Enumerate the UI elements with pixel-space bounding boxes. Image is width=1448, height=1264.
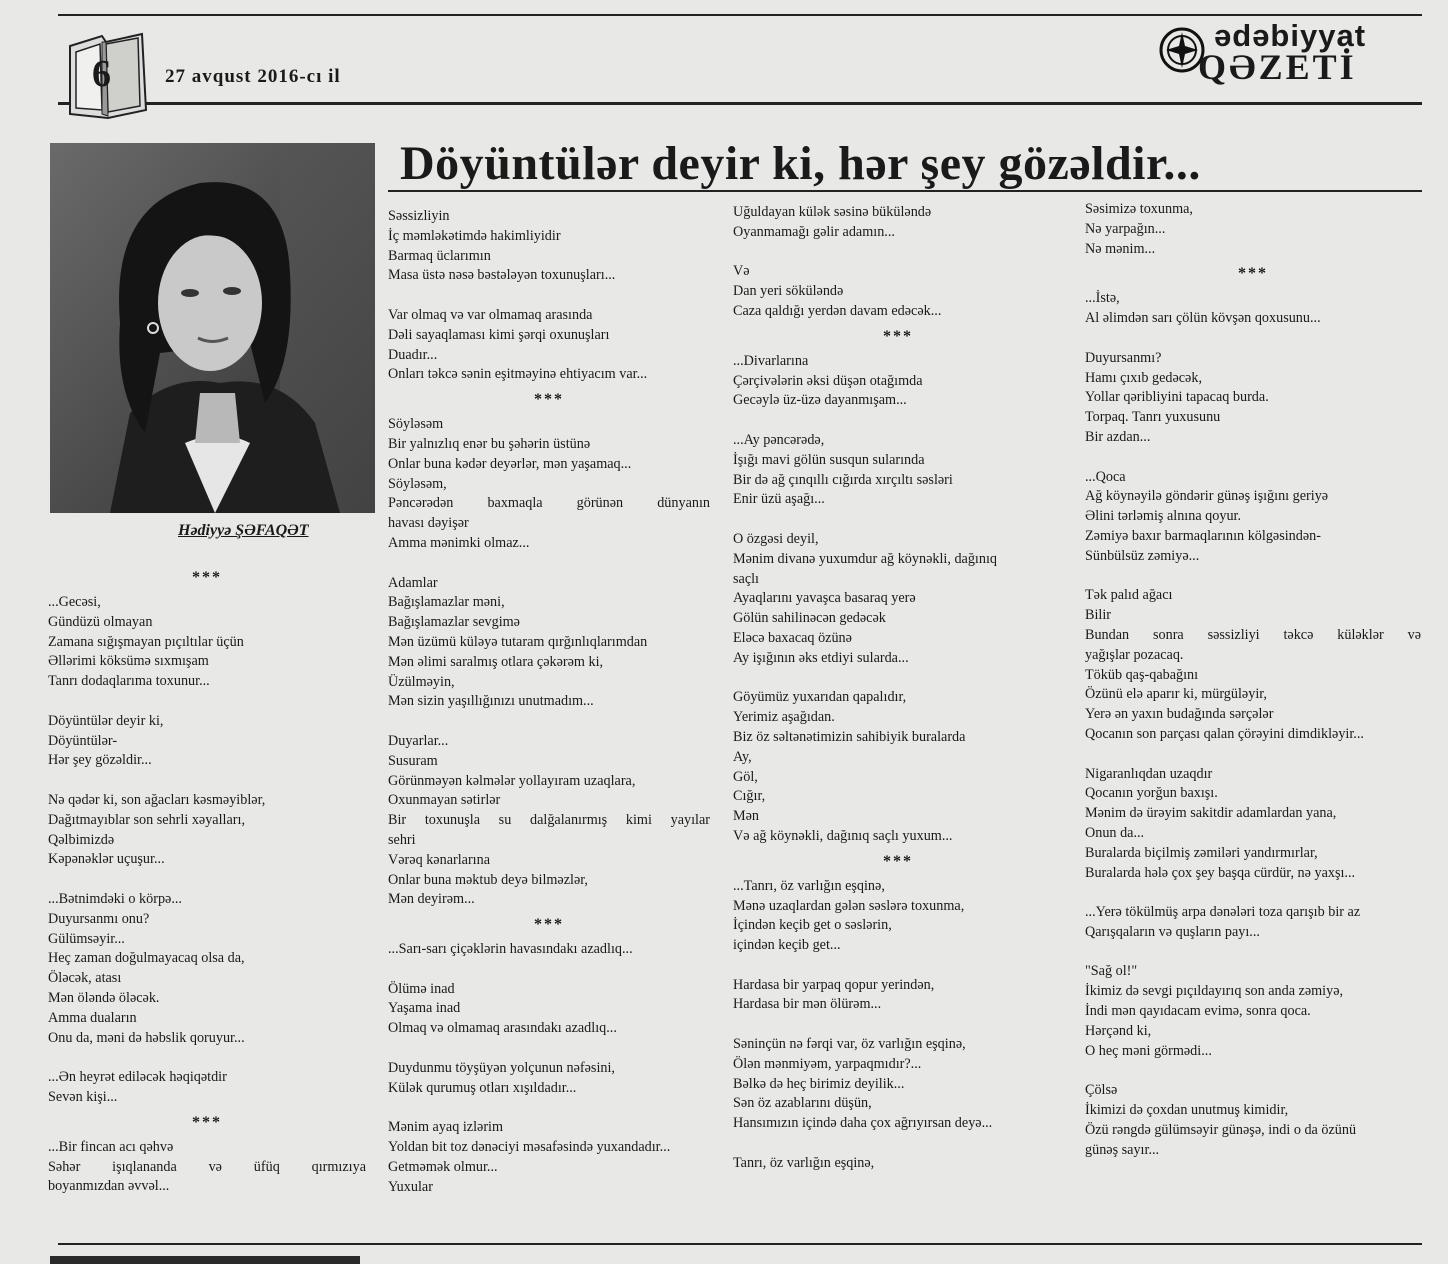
poem-line: Masa üstə nəsə bəstələyən toxunuşları... — [388, 267, 616, 284]
stanza-gap — [1085, 1061, 1421, 1081]
poem-line: Səsimizə toxunma, — [1085, 201, 1193, 217]
poem-line: Sünbülsüz zəmiyə... — [1085, 547, 1200, 564]
poem-line: Qarışqaların və quşların payı... — [1085, 923, 1260, 940]
poem-line: Gecəylə üz-üzə dayanmışam... — [733, 392, 907, 409]
text-column-4 — [1085, 200, 1421, 1160]
poem-line: Dan yeri sökülәndə — [733, 283, 844, 300]
poem-line: Yerə ən yaxın budağında sərçələr — [1085, 706, 1274, 723]
poem-line: Mən — [733, 808, 760, 825]
poem-line: ...Gecəsi, — [48, 594, 101, 610]
poem-line: Qocanın son parçası qalan çörəyini dimdikləyir... — [1085, 725, 1364, 742]
poem-line: Sən öz azablarını düşün, — [733, 1095, 872, 1112]
poem-line: Biz öz səltənətimizin sahibiyik buralarda — [733, 728, 966, 745]
poem-line: Caza qaldığı yerdən davam edəcək... — [733, 302, 942, 319]
poem-line: Onun da... — [1085, 824, 1145, 841]
poem-line: Mənə uzaqlardan gələn səslərə toxunma, — [733, 897, 965, 914]
poem-line: Hansımızın içində daha çox ağrıyırsan deyə... — [733, 1115, 993, 1132]
poem-line: Pəncərədən baxmaqla görünən dünyanın — [388, 495, 710, 512]
poem-line: Özünü elə aparır ki, mürgüləyir, — [1085, 686, 1267, 703]
poem-line: Söyləsəm, — [388, 475, 447, 492]
poem-line: ...Yerə tökülmüş arpa dənələri toza qarışıb bir az — [1085, 904, 1361, 921]
poem-line: saçlı — [733, 570, 759, 587]
poem-line: Oxunmayan sətirlər — [388, 792, 501, 809]
poem-line: Al əlimdən sarı çölün kövşən qoxusunu... — [1085, 310, 1321, 327]
poem-line: Sevən kişi... — [48, 1088, 118, 1105]
poem-line: Mən sizin yaşıllığınızı unutmadım... — [388, 693, 594, 710]
poem-line: Bundan sonra səssizliyi təkcə küləklər və — [1085, 626, 1421, 643]
poem-line: ...Divarlarına — [733, 352, 809, 369]
poem-line: Amma mənimki olmaz... — [388, 534, 530, 551]
poem-line: Və ağ köynəkli, dağınıq saçlı yuxum... — [733, 827, 953, 844]
poem-line: Mən deyirəm... — [388, 891, 475, 908]
poem-line: Mənim ayaq izlərim — [388, 1119, 504, 1136]
poem-line: Yollar qəribliyini tapacaq burda. — [1085, 389, 1269, 406]
stanza-gap — [388, 712, 710, 732]
poem-line: Onları təkcə sənin eşitməyinə ehtiyacım var... — [388, 366, 648, 383]
poem-line: Tanrı dodaqlarıma toxunur... — [48, 673, 210, 690]
poem-line: Zamana sığışmayan pıçıltılar üçün — [48, 633, 244, 650]
section-separator: *** — [883, 852, 913, 870]
text-column-3 — [733, 203, 1063, 1174]
poem-line: ...Sarı-sarı çiçəklərin havasındakı azadlıq... — [388, 941, 633, 958]
poem-line: Kəpənəklər uçuşur... — [48, 851, 165, 868]
poem-line: ...Bətnimdəki o körpə... — [48, 890, 182, 907]
poem-line: Döyüntülər- — [48, 732, 118, 749]
poem-line: ...Bir fincan acı qəhvə — [48, 1138, 174, 1155]
stanza-gap — [388, 1098, 710, 1118]
poem-line: Uğuldayan külək səsinə bükülәndə — [733, 204, 932, 220]
poem-line: Duyursanmı onu? — [48, 910, 150, 927]
stanza-gap — [733, 510, 1063, 530]
book-icon — [62, 30, 150, 120]
poem-line: Bir azdan... — [1085, 428, 1151, 445]
poem-line: ...Ən heyrət ediləcək həqiqətdir — [48, 1069, 227, 1086]
stanza-gap — [733, 1015, 1063, 1035]
stanza-gap — [48, 771, 366, 791]
poem-line: ...Tanrı, öz varlığın eşqinə, — [733, 877, 885, 894]
poem-line: İkimiz də sevgi pıçıldayırıq son anda zəmiyə, — [1085, 983, 1344, 1000]
poem-line: Hardasa bir yarpaq qopur yerindən, — [733, 976, 935, 993]
poem-line: Tanrı, öz varlığın eşqinə, — [733, 1154, 875, 1171]
poem-line: Ayaqlarını yavaşca basaraq yerə — [733, 590, 916, 607]
text-column-1 — [48, 563, 366, 1197]
poem-line: Nə qədər ki, son ağacları kəsməyiblər, — [48, 791, 266, 808]
stanza-gap — [1085, 745, 1421, 765]
poem-line: Qocanın yorğun baxışı. — [1085, 785, 1218, 802]
poem-line: Susuram — [388, 752, 438, 769]
poem-line: Mən üzümü küləyə tutaram qırğınlıqlarımdan — [388, 633, 648, 650]
poem-line: Yaşama inad — [388, 1000, 461, 1017]
poem-line: yağışlar pozacaq. — [1085, 646, 1184, 663]
stanza-gap — [733, 411, 1063, 431]
newspaper-logo — [1158, 16, 1388, 88]
poem-line: Bir toxunuşla su dalğalanırmış kimi yayılar — [388, 812, 710, 829]
author-photo — [50, 143, 375, 513]
poem-line: Yuxular — [388, 1178, 433, 1195]
poem-line: Dağıtmayıblar son sehrli xəyalları, — [48, 811, 245, 828]
poem-line: Nigaranlıqdan uzaqdır — [1085, 765, 1213, 782]
poem-line: İç məmləkətimdə hakimliyidir — [388, 227, 561, 244]
poem-line: Mənim də ürəyim sakitdir adamlardan yana, — [1085, 805, 1337, 822]
poem-line: ...Qoca — [1085, 468, 1126, 485]
stanza-gap — [1085, 448, 1421, 468]
stanza-gap — [733, 956, 1063, 976]
article-title: Döyüntülər deyir ki, hər şey gözəldir... — [400, 137, 1201, 190]
poem-line: Getməmək olmur... — [388, 1158, 498, 1175]
stanza-gap — [1085, 567, 1421, 587]
poem-line: Töküb qaş-qabağını — [1085, 666, 1199, 683]
poem-line: Bağışlamazlar sevgimə — [388, 614, 520, 631]
poem-line: Buralarda biçilmiş zəmiləri yandırmırlar, — [1085, 844, 1318, 861]
stanza-gap — [48, 870, 366, 890]
logo-word-top: ədəbiyyat — [1214, 18, 1367, 53]
poem-line: Qəlbimizdə — [48, 831, 115, 848]
poem-line: Çərçivələrin əksi düşən otağımda — [733, 372, 923, 389]
poem-line: boyanmızdan əvvəl... — [48, 1178, 170, 1195]
stanza-gap — [48, 1048, 366, 1068]
next-article-photo — [50, 1256, 360, 1264]
poem-line: Bilir — [1085, 607, 1112, 624]
poem-line: Bağışlamazlar məni, — [388, 594, 505, 611]
poem-line: Səninçün nə fərqi var, öz varlığın eşqinə, — [733, 1036, 966, 1053]
poem-line: ...İstə, — [1085, 290, 1120, 307]
poem-line: İçindən keçib get o səslərin, — [733, 917, 892, 934]
poem-line: Var olmaq və var olmamaq arasında — [388, 306, 593, 323]
poem-line: Söyləsəm — [388, 416, 444, 433]
poem-line: Onu da, məni də həbslik qoruyur... — [48, 1029, 245, 1046]
poem-line: Gündüzü olmayan — [48, 613, 153, 630]
issue-date: 27 avqust 2016-cı il — [165, 66, 341, 87]
section-separator: *** — [883, 327, 913, 345]
poem-line: Nə yarpağın... — [1085, 220, 1166, 237]
poem-line: Torpaq. Tanrı yuxusunu — [1085, 409, 1221, 426]
poem-line: Yoldan bit toz dənəciyi məsafəsində yuxandadır... — [388, 1139, 671, 1156]
stanza-gap — [1085, 329, 1421, 349]
poem-line: Duadır... — [388, 346, 438, 363]
poem-line: Mən öləndə öləcək. — [48, 989, 160, 1006]
poem-line: Onlar buna kədər deyərlər, mən yaşamaq... — [388, 455, 632, 472]
poem-line: İkimizi də çoxdan unutmuş kimidir, — [1085, 1102, 1289, 1119]
poem-line: İndi mən qayıdacam evimə, sonra qoca. — [1085, 1003, 1311, 1020]
poem-line: sehri — [388, 831, 416, 848]
poem-line: günəş sayır... — [1085, 1141, 1160, 1158]
poem-line: Tək palıd ağacı — [1085, 587, 1173, 604]
poem-line: Adamlar — [388, 574, 438, 591]
poem-line: Bir də ağ çınqıllı cığırda xırçıltı səsləri — [733, 471, 953, 488]
poem-line: Əllərimi köksümə sıxmışam — [48, 653, 209, 670]
poem-line: Görünməyən kəlmələr yollayıram uzaqlara, — [388, 772, 636, 789]
footer-rule — [58, 1243, 1422, 1245]
poem-line: Çölsə — [1085, 1082, 1118, 1099]
poem-line: Yerimiz aşağıdan. — [733, 709, 835, 726]
poem-line: O özgəsi deyil, — [733, 530, 819, 547]
stanza-gap — [48, 692, 366, 712]
poem-line: Döyüntülər deyir ki, — [48, 712, 164, 729]
poem-line: Ay, — [733, 748, 752, 765]
section-separator: *** — [192, 569, 222, 586]
poem-line: Özü rəngdə gülümsəyir günəşə, indi o da özünü — [1085, 1121, 1357, 1138]
poem-line: O heç məni görmədi... — [1085, 1042, 1212, 1059]
poem-line: Üzülməyin, — [388, 673, 455, 690]
stanza-gap — [388, 286, 710, 306]
section-separator: *** — [1238, 265, 1268, 283]
poem-line: Buralarda hələ çox şey başqa cürdür, nə yaxşı... — [1085, 864, 1356, 881]
poem-line: Ölümə inad — [388, 980, 455, 997]
poem-line: Duyursanmı? — [1085, 349, 1162, 366]
poem-line: Zəmiyə baxır barmaqlarının kölgəsindən- — [1085, 527, 1321, 544]
poem-line: Gölün sahilinəcən gedəcək — [733, 610, 886, 627]
poem-line: Hər şey gözəldir... — [48, 752, 152, 769]
stanza-gap — [388, 960, 710, 980]
poem-line: Amma duaların — [48, 1009, 137, 1026]
poem-line: Mən əlimi saralmış otlara çəkərəm ki, — [388, 653, 604, 670]
poem-line: Oyanmamağı gəlir adamın... — [733, 223, 895, 240]
poem-line: Duydunmu töyşüyən yolçunun nəfəsini, — [388, 1059, 615, 1076]
author-name: Hədiyyə ŞƏFAQƏT — [178, 522, 309, 539]
poem-line: Və — [733, 263, 750, 280]
poem-line: Bir yalnızlıq enər bu şəhərin üstünə — [388, 435, 591, 452]
poem-line: Hamı çıxıb gedəcək, — [1085, 369, 1202, 386]
poem-line: Duyarlar... — [388, 732, 449, 749]
poem-line: Səssizliyin — [388, 208, 450, 224]
stanza-gap — [1085, 943, 1421, 963]
poem-line: Hardasa bir mən ölürəm... — [733, 996, 882, 1013]
poem-line: Onlar buna məktub deyə bilməzlər, — [388, 871, 588, 888]
stanza-gap — [733, 243, 1063, 263]
section-separator: *** — [534, 916, 564, 934]
poem-line: Heç zaman doğulmayacaq olsa da, — [48, 950, 245, 967]
section-separator: *** — [534, 391, 564, 409]
poem-line: Əlini tərləmiş alnına qoyur. — [1085, 508, 1242, 525]
header-bottom-rule — [58, 102, 1422, 105]
poem-line: Göl, — [733, 768, 758, 785]
poem-line: Barmaq üclarımın — [388, 247, 491, 264]
poem-line: ...Ay pəncərədə, — [733, 431, 825, 448]
poem-line: Mənim divanə yuxumdur ağ köynəkli, dağınıq — [733, 550, 997, 567]
poem-line: Öləcək, atası — [48, 970, 122, 987]
stanza-gap — [1085, 883, 1421, 903]
poem-line: Ağ köynəyilə göndərir günəş işığını geriyə — [1085, 488, 1329, 505]
poem-line: Səhər işıqlananda və üfüq qırmızıya — [48, 1158, 366, 1175]
stanza-gap — [388, 1039, 710, 1059]
poem-line: Gülümsəyir... — [48, 930, 125, 947]
poem-line: Külək qurumuş otları xışıldadır... — [388, 1079, 577, 1096]
poem-line: Vərəq kənarlarına — [388, 851, 491, 868]
stanza-gap — [733, 669, 1063, 689]
stanza-gap — [733, 1134, 1063, 1154]
poem-line: Bəlkə də heç birimiz deyilik... — [733, 1075, 905, 1092]
poem-line: Göyümüz yuxarıdan qapalıdır, — [733, 689, 907, 706]
section-separator: *** — [192, 1113, 222, 1131]
poem-line: İşığı mavi gölün susqun sularında — [733, 451, 925, 468]
poem-line: Ölən mənmiyəm, yarpaqmıdır?... — [733, 1055, 922, 1072]
stanza-gap — [388, 554, 710, 574]
poem-line: "Sağ ol!" — [1085, 963, 1138, 980]
poem-line: Enir üzü aşağı... — [733, 491, 825, 508]
poem-line: Olmaq və olmamaq arasındakı azadlıq... — [388, 1020, 617, 1037]
logo-word-bottom: QƏZETİ — [1198, 47, 1357, 87]
poem-line: içindən keçib get... — [733, 937, 841, 954]
poem-line: Cığır, — [733, 788, 766, 805]
poem-line: havası dəyişər — [388, 515, 469, 532]
page-number: 6 — [92, 53, 111, 95]
poem-line: Hərçənd ki, — [1085, 1022, 1152, 1039]
poem-line: Ay işığının əks etdiyi sularda... — [733, 649, 909, 666]
poem-line: Eləcə baxacaq özünə — [733, 629, 852, 646]
poem-line: Nə mənim... — [1085, 240, 1156, 257]
text-column-2 — [388, 207, 710, 1197]
poem-line: Dəli sayaqlaması kimi şərqi oxunuşları — [388, 326, 610, 343]
